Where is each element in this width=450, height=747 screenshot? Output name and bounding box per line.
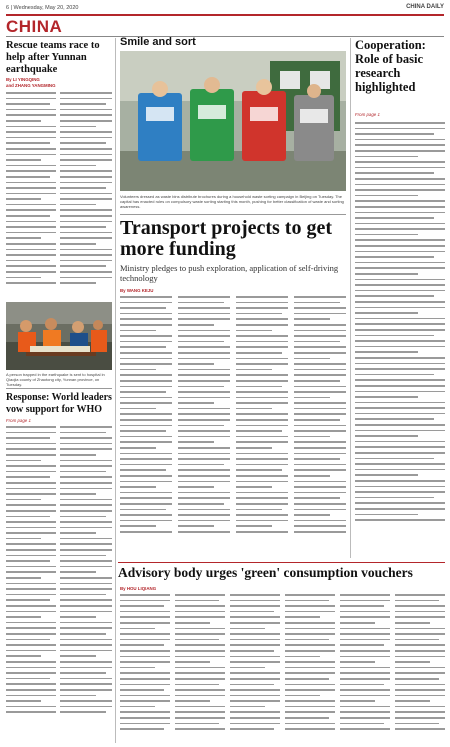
advisory-headline: Advisory body urges 'green' consumption vouchers: [118, 565, 413, 580]
advisory-body-col-2: [175, 594, 225, 742]
rescue-headline: Rescue teams race to help after Yunnan earthquake: [6, 40, 100, 75]
cooperation-from-page: From page 1: [355, 112, 380, 117]
transport-body-col-1: [120, 296, 172, 556]
cooperation-headline: Cooperation: Role of basic research highlighted: [355, 38, 426, 94]
rule-left-mid: [6, 388, 112, 389]
transport-byline: By WANG KEJU: [120, 288, 154, 293]
advisory-body-col-3: [230, 594, 280, 742]
advisory-top-rule: [118, 562, 445, 563]
cooperation-body: [355, 122, 445, 554]
response-body-col-2: [60, 426, 112, 742]
response-headline: Response: World leaders vow support for WHO: [6, 392, 112, 415]
transport-body-col-3: [236, 296, 288, 556]
advisory-body-col-6: [395, 594, 445, 742]
rescue-byline-1: By LI YINGQING: [6, 77, 40, 82]
transport-body-col-2: [178, 296, 230, 556]
response-body-col-1: [6, 426, 56, 742]
rescue-photo: [6, 302, 112, 370]
transport-deck: Ministry pledges to push exploration, application of self-driving technology: [120, 263, 339, 283]
rule-mid-top: [120, 214, 346, 215]
rescue-byline-2: and ZHANG YANGMING: [6, 83, 56, 88]
rescue-body-col-2: [60, 92, 112, 300]
top-line: [6, 4, 444, 14]
paper-name: CHINA DAILY: [406, 4, 444, 10]
rescue-photo-caption: A person trapped in the earthquake is sent to hospital in Qiaojia county of Zhaotong city, Yunnan province, on Tuesday.: [6, 372, 105, 387]
advisory-body-col-4: [285, 594, 335, 742]
advisory-byline: By HOU LIQIANG: [120, 586, 157, 591]
rule-vertical-right: [350, 38, 351, 558]
rescue-photo-image: [6, 302, 112, 370]
smile-photo: [120, 51, 346, 191]
section-name: CHINA: [6, 17, 63, 36]
section-bar: [6, 14, 444, 37]
smile-photo-image: [120, 51, 346, 191]
rescue-body-col-1: [6, 92, 56, 300]
page-info: 6 | Wednesday, May 20, 2020: [6, 5, 79, 11]
rule-vertical-left: [115, 38, 116, 743]
advisory-body-col-1: [120, 594, 170, 742]
smile-caption: Volunteers dressed as waste bins distribute brochures during a household waste sorting campaign in Beijing on Tuesday. The capital has enacted rules on compulsory waste sorting starting this month, pushing for better classification of waste and sorting awareness.: [120, 194, 344, 209]
transport-headline: Transport projects to get more funding: [120, 217, 332, 260]
smile-tag: Smile and sort: [120, 36, 196, 48]
advisory-body-col-5: [340, 594, 390, 742]
transport-body-col-4: [294, 296, 346, 556]
response-from-page: From page 1: [6, 418, 31, 423]
